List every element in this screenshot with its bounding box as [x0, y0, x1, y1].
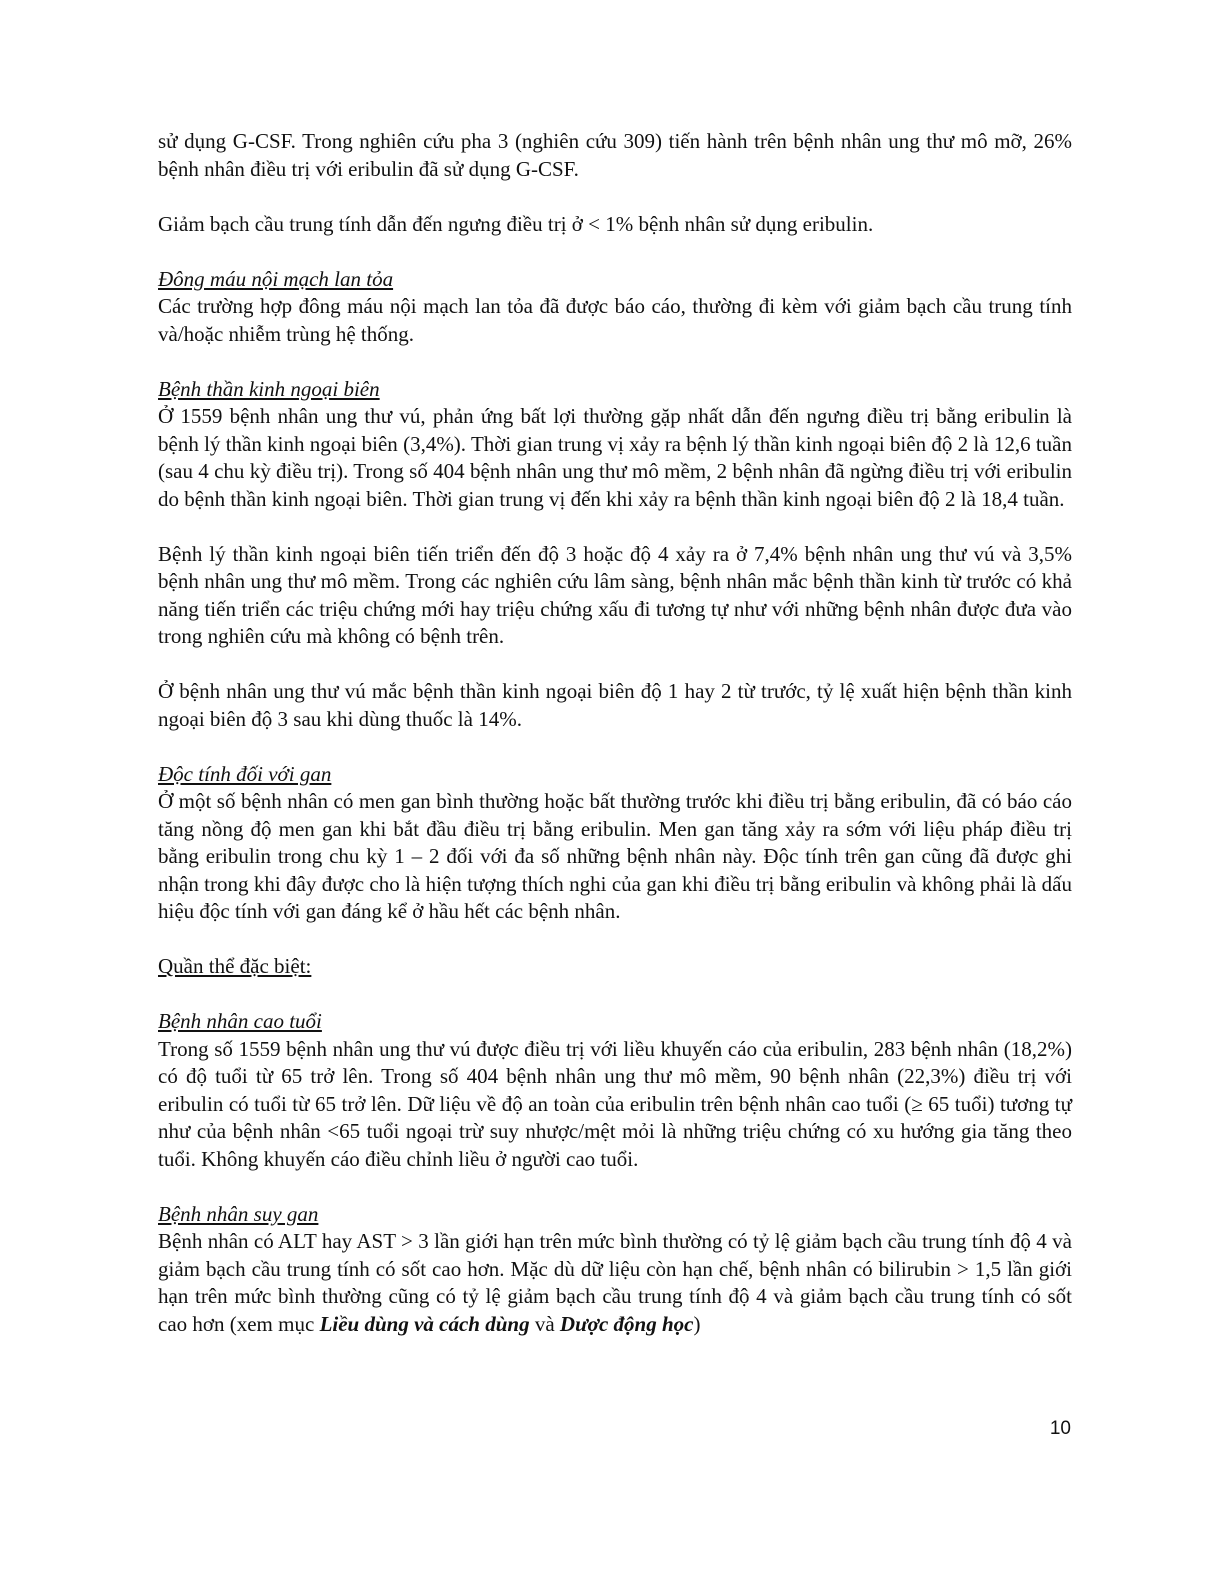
paragraph-hepatotoxicity: Ở một số bệnh nhân có men gan bình thường hoặc bất thường trước khi điều trị bằng eribulin, đã có báo cáo tăng nồng độ men gan khi bắt đầu điều trị bằng eribulin. Men gan tăng xảy ra sớm với liệu pháp điều trị bằng eribulin trong chu kỳ 1 – 2 đối với đa số những bệnh nhân này. Độc tính trên gan cũng đã được ghi nhận trong khi đây được cho là hiện tượng thích nghi của gan khi điều trị bằng eribulin và không phải là dấu hiệu độc tính với gan đáng kể ở hầu hết các bệnh nhân.: [158, 789, 1072, 923]
page-number: 10: [1049, 1418, 1071, 1439]
reference-dosage-administration: Liều dùng và cách dùng: [319, 1311, 530, 1336]
paragraph-gcsf: sử dụng G-CSF. Trong nghiên cứu pha 3 (nghiên cứu 309) tiến hành trên bệnh nhân ung thư mô mỡ, 26% bệnh nhân điều trị với eribulin đã sử dụng G-CSF.: [158, 129, 1072, 181]
hepatic-text-before: Bệnh nhân có ALT hay AST > 3 lần giới hạn trên mức bình thường có tỷ lệ giảm bạch cầu trung tính độ 4 và giảm bạch cầu trung tính có sốt cao hơn. Mặc dù dữ liệu còn hạn chế, bệnh nhân có bilirubin > 1,5 lần giới hạn trên mức bình thường cũng có tỷ lệ giảm bạch cầu trung tính độ 4 và giảm bạch cầu trung tính có sốt cao hơn (xem mục: [158, 1229, 1072, 1336]
paragraph-neutropenia-discontinuation: Giảm bạch cầu trung tính dẫn đến ngưng điều trị ở < 1% bệnh nhân sử dụng eribulin.: [158, 211, 874, 236]
hepatic-text-connector: và: [529, 1311, 560, 1336]
section-title-special-populations: Quần thể đặc biệt:: [158, 954, 312, 978]
reference-pharmacokinetics: Dược động học: [559, 1311, 694, 1336]
paragraph-neuropathy-2: Bệnh lý thần kinh ngoại biên tiến triển đến độ 3 hoặc độ 4 xảy ra ở 7,4% bệnh nhân ung thư vú và 3,5% bệnh nhân ung thư mô mềm. Trong các nghiên cứu lâm sàng, bệnh nhân mắc bệnh thần kinh từ trước có khả năng tiến triển các triệu chứng mới hay triệu chứng xấu đi tương tự như với những bệnh nhân được đưa vào trong nghiên cứu mà không có bệnh trên.: [158, 541, 1072, 648]
heading-peripheral-neuropathy: Bệnh thần kinh ngoại biên: [158, 376, 380, 401]
heading-hepatotoxicity: Độc tính đối với gan: [158, 761, 332, 786]
paragraph-neuropathy-3: Ở bệnh nhân ung thư vú mắc bệnh thần kinh ngoại biên độ 1 hay 2 từ trước, tỷ lệ xuất hiện bệnh thần kinh ngoại biên độ 3 sau khi dùng thuốc là 14%.: [158, 679, 1072, 731]
heading-hepatic-impairment: Bệnh nhân suy gan: [158, 1201, 319, 1226]
paragraph-hepatic-impairment: [158, 1228, 1072, 1338]
heading-dic: Đông máu nội mạch lan tỏa: [158, 266, 394, 291]
document-body: [158, 128, 1072, 1338]
paragraph-dic: Các trường hợp đông máu nội mạch lan tỏa đã được báo cáo, thường đi kèm với giảm bạch cầu trung tính và/hoặc nhiễm trùng hệ thống.: [158, 294, 1072, 346]
paragraph-elderly: Trong số 1559 bệnh nhân ung thư vú được điều trị với liều khuyến cáo của eribulin, 283 bệnh nhân (18,2%) có độ tuổi từ 65 trở lên. Trong số 404 bệnh nhân ung thư mô mềm, 90 bệnh nhân (22,3%) điều trị với eribulin có tuổi từ 65 trở lên. Dữ liệu về độ an toàn của eribulin trên bệnh nhân cao tuổi (≥ 65 tuổi) tương tự như của bệnh nhân <65 tuổi ngoại trừ suy nhược/mệt mỏi là những triệu chứng có xu hướng gia tăng theo tuổi. Không khuyến cáo điều chỉnh liều ở người cao tuổi.: [158, 1036, 1072, 1171]
heading-elderly: Bệnh nhân cao tuổi: [158, 1009, 322, 1033]
hepatic-text-after: ): [693, 1311, 701, 1336]
paragraph-neuropathy-1: Ở 1559 bệnh nhân ung thư vú, phản ứng bất lợi thường gặp nhất dẫn đến ngưng điều trị bằng eribulin là bệnh lý thần kinh ngoại biên (3,4%). Thời gian trung vị xảy ra bệnh lý thần kinh ngoại biên độ 2 là 12,6 tuần (sau 4 chu kỳ điều trị). Trong số 404 bệnh nhân ung thư mô mềm, 2 bệnh nhân đã ngừng điều trị với eribulin do bệnh thần kinh ngoại biên. Thời gian trung vị đến khi xảy ra bệnh thần kinh ngoại biên độ 2 là 18,4 tuần.: [158, 404, 1072, 511]
